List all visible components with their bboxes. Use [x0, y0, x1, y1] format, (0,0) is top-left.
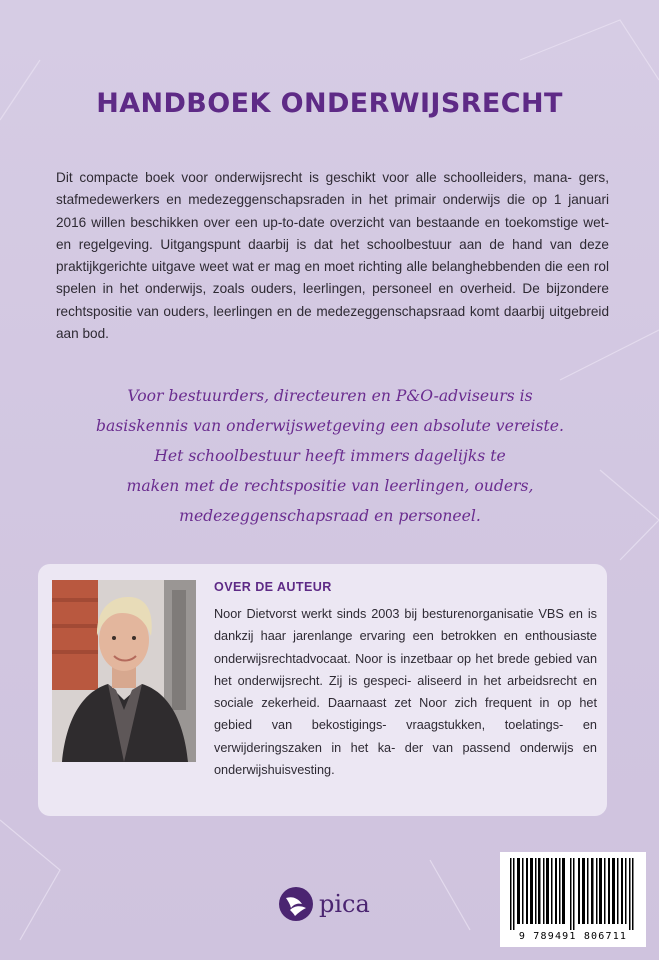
quote-line: Het schoolbestuur heeft immers dagelijks te [154, 447, 506, 465]
author-bio-line: der van passend onderwijs en onderwijshuisvesting. [214, 740, 597, 778]
author-bio-line: op het brede gebied van het onderwijsrecht. Zij is gespeci- [214, 651, 598, 688]
intro-line: alle belanghebbenden die een rol spelen in het onderwijs, zoals ouders, leerlingen, [56, 259, 609, 297]
pica-bird-icon [278, 886, 314, 922]
author-bio-line: Noor Dietvorst werkt sinds 2003 bij besturenorganisatie [214, 607, 534, 621]
author-bio-line: vraagstukken, toelatings- en verwijderingszaken in het ka- [214, 718, 597, 755]
intro-line: personeel en overheid. De bijzondere rechtspositie van ouders, leerlingen en de [56, 281, 609, 319]
quote-line: Voor bestuurders, directeuren en P&O-adviseurs is [127, 387, 533, 405]
intro-line: en toekomstige wet- en regelgeving. Uitgangspunt daarbij is dat het schoolbestuur [56, 214, 609, 252]
author-bio-line: aliseerd in het arbeidsrecht en sociale zekerheid. Daarnaast [214, 673, 597, 711]
publisher-name: pica [319, 890, 370, 918]
author-bio-line: VBS en is dankzij haar jarenlange ervaring een betrokken [214, 607, 597, 644]
intro-line: gers, stafmedewerkers en medezeggenschapsraden in het primair onderwijs die [56, 170, 609, 208]
pull-quote [60, 381, 600, 531]
intro-text [56, 167, 609, 345]
intro-line: Dit compacte boek voor onderwijsrecht is geschikt voor alle schoolleiders, mana- [56, 170, 572, 185]
quote-line: basiskennis van onderwijswetgeving een absolute vereiste. [96, 417, 564, 435]
quote-line: maken met de rechtspositie van leerlingen, ouders, [126, 477, 534, 495]
author-heading: OVER DE AUTEUR [214, 580, 332, 594]
publisher-logo [278, 884, 370, 924]
author-photo [52, 580, 196, 762]
author-bio-line: zet Noor zich frequent in op het gebied van bekostigings- [214, 696, 597, 733]
intro-line: op 1 januari 2016 willen beschikken over een up-to-date overzicht van bestaande [56, 192, 610, 230]
author-portrait [52, 580, 196, 762]
isbn-number: 9 789491 806711 [518, 931, 628, 942]
author-bio-line: en enthousiaste onderwijsrechtadvocaat. Noor is inzetbaar [214, 629, 597, 666]
barcode [500, 852, 646, 947]
quote-line: medezeggenschapsraad en personeel. [179, 507, 481, 525]
author-bio [214, 603, 597, 781]
intro-line: aan de hand van deze praktijkgerichte uitgave weet wat er mag en moet richting [56, 236, 609, 275]
barcode-bars [500, 852, 646, 930]
book-title: HANDBOEK ONDERWIJSRECHT [96, 88, 563, 119]
intro-line: medezeggenschapsraad komt daarbij uitgebreid aan bod. [56, 303, 609, 342]
